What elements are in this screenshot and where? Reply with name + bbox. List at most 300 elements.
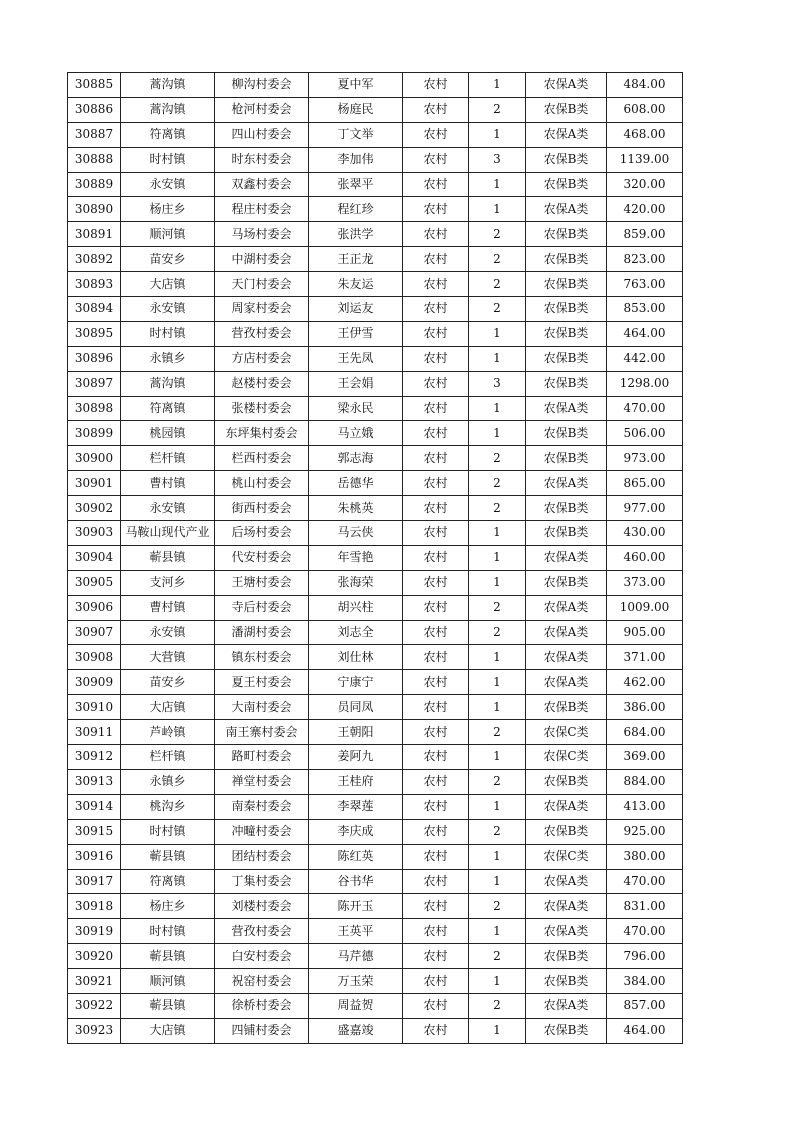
town-cell: 时村镇 — [121, 819, 215, 844]
amount-cell: 905.00 — [607, 620, 683, 645]
village-cell: 东坪集村委会 — [215, 421, 309, 446]
record-id-cell: 30912 — [68, 745, 121, 770]
insurance-type-cell: 农保A类 — [526, 73, 607, 98]
town-cell: 永安镇 — [121, 496, 215, 521]
insurance-type-cell: 农保A类 — [526, 993, 607, 1018]
insurance-type-cell: 农保A类 — [526, 645, 607, 670]
insurance-type-cell: 农保B类 — [526, 819, 607, 844]
table-row — [68, 545, 683, 570]
record-id-cell: 30906 — [68, 595, 121, 620]
table-row — [68, 321, 683, 346]
village-cell: 路町村委会 — [215, 745, 309, 770]
area-type-cell: 农村 — [403, 396, 469, 421]
town-cell: 顺河镇 — [121, 969, 215, 994]
amount-cell: 1298.00 — [607, 371, 683, 396]
town-cell: 顺河镇 — [121, 222, 215, 247]
record-id-cell: 30910 — [68, 695, 121, 720]
record-id-cell: 30888 — [68, 147, 121, 172]
record-id-cell: 30892 — [68, 247, 121, 272]
village-cell: 赵楼村委会 — [215, 371, 309, 396]
table-row — [68, 919, 683, 944]
table-row — [68, 371, 683, 396]
table-row — [68, 695, 683, 720]
table-row — [68, 222, 683, 247]
insurance-type-cell: 农保A类 — [526, 545, 607, 570]
table-row — [68, 894, 683, 919]
record-id-cell: 30899 — [68, 421, 121, 446]
insurance-type-cell: 农保B类 — [526, 297, 607, 322]
amount-cell: 865.00 — [607, 471, 683, 496]
household-count-cell: 1 — [469, 321, 526, 346]
table-row — [68, 122, 683, 147]
table-row — [68, 670, 683, 695]
village-cell: 栏西村委会 — [215, 446, 309, 471]
amount-cell: 925.00 — [607, 819, 683, 844]
village-cell: 王塘村委会 — [215, 570, 309, 595]
table-row — [68, 819, 683, 844]
person-name-cell: 马云侠 — [309, 521, 403, 546]
record-id-cell: 30893 — [68, 272, 121, 297]
person-name-cell: 刘运友 — [309, 297, 403, 322]
village-cell: 马场村委会 — [215, 222, 309, 247]
insurance-type-cell: 农保A类 — [526, 197, 607, 222]
amount-cell: 371.00 — [607, 645, 683, 670]
record-id-cell: 30905 — [68, 570, 121, 595]
record-id-cell: 30890 — [68, 197, 121, 222]
person-name-cell: 马芹德 — [309, 944, 403, 969]
amount-cell: 470.00 — [607, 869, 683, 894]
insurance-type-cell: 农保B类 — [526, 446, 607, 471]
town-cell: 马鞍山现代产业 — [121, 521, 215, 546]
person-name-cell: 张海荣 — [309, 570, 403, 595]
household-count-cell: 1 — [469, 645, 526, 670]
roster-table — [67, 72, 683, 1044]
household-count-cell: 1 — [469, 670, 526, 695]
town-cell: 永安镇 — [121, 172, 215, 197]
household-count-cell: 2 — [469, 222, 526, 247]
village-cell: 后场村委会 — [215, 521, 309, 546]
area-type-cell: 农村 — [403, 297, 469, 322]
record-id-cell: 30916 — [68, 844, 121, 869]
table-row — [68, 620, 683, 645]
person-name-cell: 王正龙 — [309, 247, 403, 272]
person-name-cell: 陈开玉 — [309, 894, 403, 919]
household-count-cell: 1 — [469, 570, 526, 595]
amount-cell: 831.00 — [607, 894, 683, 919]
table-row — [68, 471, 683, 496]
insurance-type-cell: 农保C类 — [526, 720, 607, 745]
town-cell: 蕲县镇 — [121, 545, 215, 570]
insurance-type-cell: 农保B类 — [526, 371, 607, 396]
table-row — [68, 346, 683, 371]
insurance-type-cell: 农保A类 — [526, 919, 607, 944]
village-cell: 张楼村委会 — [215, 396, 309, 421]
record-id-cell: 30891 — [68, 222, 121, 247]
village-cell: 周家村委会 — [215, 297, 309, 322]
town-cell: 曹村镇 — [121, 471, 215, 496]
area-type-cell: 农村 — [403, 346, 469, 371]
area-type-cell: 农村 — [403, 670, 469, 695]
record-id-cell: 30923 — [68, 1018, 121, 1043]
area-type-cell: 农村 — [403, 147, 469, 172]
insurance-type-cell: 农保B类 — [526, 97, 607, 122]
person-name-cell: 马立娥 — [309, 421, 403, 446]
town-cell: 大营镇 — [121, 645, 215, 670]
town-cell: 桃沟乡 — [121, 794, 215, 819]
amount-cell: 320.00 — [607, 172, 683, 197]
town-cell: 时村镇 — [121, 321, 215, 346]
amount-cell: 884.00 — [607, 769, 683, 794]
area-type-cell: 农村 — [403, 993, 469, 1018]
person-name-cell: 胡兴柱 — [309, 595, 403, 620]
village-cell: 丁集村委会 — [215, 869, 309, 894]
table-row — [68, 446, 683, 471]
amount-cell: 857.00 — [607, 993, 683, 1018]
household-count-cell: 1 — [469, 919, 526, 944]
table-row — [68, 720, 683, 745]
household-count-cell: 2 — [469, 769, 526, 794]
record-id-cell: 30898 — [68, 396, 121, 421]
insurance-type-cell: 农保B类 — [526, 172, 607, 197]
amount-cell: 973.00 — [607, 446, 683, 471]
area-type-cell: 农村 — [403, 421, 469, 446]
person-name-cell: 王先凤 — [309, 346, 403, 371]
village-cell: 四铺村委会 — [215, 1018, 309, 1043]
table-row — [68, 521, 683, 546]
area-type-cell: 农村 — [403, 321, 469, 346]
village-cell: 团结村委会 — [215, 844, 309, 869]
person-name-cell: 张翠平 — [309, 172, 403, 197]
insurance-type-cell: 农保B类 — [526, 944, 607, 969]
record-id-cell: 30921 — [68, 969, 121, 994]
record-id-cell: 30886 — [68, 97, 121, 122]
village-cell: 南王寨村委会 — [215, 720, 309, 745]
household-count-cell: 2 — [469, 944, 526, 969]
amount-cell: 859.00 — [607, 222, 683, 247]
village-cell: 街西村委会 — [215, 496, 309, 521]
town-cell: 支河乡 — [121, 570, 215, 595]
village-cell: 枪河村委会 — [215, 97, 309, 122]
town-cell: 蕲县镇 — [121, 944, 215, 969]
insurance-type-cell: 农保B类 — [526, 969, 607, 994]
area-type-cell: 农村 — [403, 844, 469, 869]
household-count-cell: 1 — [469, 695, 526, 720]
person-name-cell: 陈红英 — [309, 844, 403, 869]
amount-cell: 484.00 — [607, 73, 683, 98]
area-type-cell: 农村 — [403, 620, 469, 645]
amount-cell: 420.00 — [607, 197, 683, 222]
record-id-cell: 30907 — [68, 620, 121, 645]
household-count-cell: 2 — [469, 496, 526, 521]
table-row — [68, 421, 683, 446]
insurance-type-cell: 农保C类 — [526, 844, 607, 869]
household-count-cell: 2 — [469, 620, 526, 645]
household-count-cell: 1 — [469, 869, 526, 894]
amount-cell: 470.00 — [607, 396, 683, 421]
record-id-cell: 30913 — [68, 769, 121, 794]
person-name-cell: 丁文举 — [309, 122, 403, 147]
person-name-cell: 李庆成 — [309, 819, 403, 844]
area-type-cell: 农村 — [403, 1018, 469, 1043]
town-cell: 苗安乡 — [121, 247, 215, 272]
area-type-cell: 农村 — [403, 919, 469, 944]
insurance-type-cell: 农保A类 — [526, 869, 607, 894]
town-cell: 符离镇 — [121, 396, 215, 421]
village-cell: 冲疃村委会 — [215, 819, 309, 844]
insurance-type-cell: 农保B类 — [526, 1018, 607, 1043]
town-cell: 永镇乡 — [121, 769, 215, 794]
table-row — [68, 844, 683, 869]
area-type-cell: 农村 — [403, 969, 469, 994]
person-name-cell: 盛嘉竣 — [309, 1018, 403, 1043]
household-count-cell: 1 — [469, 844, 526, 869]
record-id-cell: 30917 — [68, 869, 121, 894]
amount-cell: 373.00 — [607, 570, 683, 595]
record-id-cell: 30914 — [68, 794, 121, 819]
household-count-cell: 1 — [469, 521, 526, 546]
town-cell: 大店镇 — [121, 1018, 215, 1043]
amount-cell: 413.00 — [607, 794, 683, 819]
household-count-cell: 1 — [469, 396, 526, 421]
village-cell: 徐桥村委会 — [215, 993, 309, 1018]
record-id-cell: 30918 — [68, 894, 121, 919]
area-type-cell: 农村 — [403, 745, 469, 770]
village-cell: 天门村委会 — [215, 272, 309, 297]
person-name-cell: 梁永民 — [309, 396, 403, 421]
amount-cell: 1139.00 — [607, 147, 683, 172]
area-type-cell: 农村 — [403, 496, 469, 521]
town-cell: 时村镇 — [121, 919, 215, 944]
town-cell: 大店镇 — [121, 272, 215, 297]
person-name-cell: 姜阿九 — [309, 745, 403, 770]
amount-cell: 763.00 — [607, 272, 683, 297]
amount-cell: 608.00 — [607, 97, 683, 122]
household-count-cell: 1 — [469, 969, 526, 994]
town-cell: 蒿沟镇 — [121, 73, 215, 98]
town-cell: 栏杆镇 — [121, 446, 215, 471]
area-type-cell: 农村 — [403, 869, 469, 894]
insurance-type-cell: 农保A类 — [526, 595, 607, 620]
person-name-cell: 朱桃英 — [309, 496, 403, 521]
household-count-cell: 3 — [469, 371, 526, 396]
area-type-cell: 农村 — [403, 570, 469, 595]
insurance-type-cell: 农保B类 — [526, 346, 607, 371]
household-count-cell: 2 — [469, 993, 526, 1018]
village-cell: 营孜村委会 — [215, 321, 309, 346]
insurance-type-cell: 农保A类 — [526, 396, 607, 421]
village-cell: 大南村委会 — [215, 695, 309, 720]
table-row — [68, 869, 683, 894]
town-cell: 蕲县镇 — [121, 844, 215, 869]
amount-cell: 977.00 — [607, 496, 683, 521]
person-name-cell: 杨庭民 — [309, 97, 403, 122]
area-type-cell: 农村 — [403, 73, 469, 98]
person-name-cell: 万玉荣 — [309, 969, 403, 994]
household-count-cell: 2 — [469, 97, 526, 122]
household-count-cell: 1 — [469, 197, 526, 222]
village-cell: 南秦村委会 — [215, 794, 309, 819]
insurance-type-cell: 农保B类 — [526, 247, 607, 272]
person-name-cell: 王桂府 — [309, 769, 403, 794]
insurance-type-cell: 农保B类 — [526, 769, 607, 794]
record-id-cell: 30897 — [68, 371, 121, 396]
record-id-cell: 30911 — [68, 720, 121, 745]
household-count-cell: 1 — [469, 545, 526, 570]
town-cell: 芦岭镇 — [121, 720, 215, 745]
household-count-cell: 1 — [469, 122, 526, 147]
record-id-cell: 30887 — [68, 122, 121, 147]
amount-cell: 853.00 — [607, 297, 683, 322]
person-name-cell: 朱友运 — [309, 272, 403, 297]
person-name-cell: 刘仕林 — [309, 645, 403, 670]
insurance-type-cell: 农保A类 — [526, 794, 607, 819]
amount-cell: 464.00 — [607, 321, 683, 346]
household-count-cell: 2 — [469, 471, 526, 496]
area-type-cell: 农村 — [403, 446, 469, 471]
record-id-cell: 30908 — [68, 645, 121, 670]
table-row — [68, 969, 683, 994]
village-cell: 柳沟村委会 — [215, 73, 309, 98]
household-count-cell: 1 — [469, 745, 526, 770]
amount-cell: 462.00 — [607, 670, 683, 695]
insurance-type-cell: 农保B类 — [526, 321, 607, 346]
area-type-cell: 农村 — [403, 695, 469, 720]
village-cell: 时东村委会 — [215, 147, 309, 172]
household-count-cell: 2 — [469, 297, 526, 322]
person-name-cell: 员同凤 — [309, 695, 403, 720]
table-row — [68, 794, 683, 819]
insurance-type-cell: 农保B类 — [526, 222, 607, 247]
person-name-cell: 刘志全 — [309, 620, 403, 645]
insurance-type-cell: 农保B类 — [526, 272, 607, 297]
household-count-cell: 2 — [469, 446, 526, 471]
person-name-cell: 王伊雪 — [309, 321, 403, 346]
person-name-cell: 王英平 — [309, 919, 403, 944]
household-count-cell: 1 — [469, 794, 526, 819]
table-row — [68, 993, 683, 1018]
record-id-cell: 30885 — [68, 73, 121, 98]
household-count-cell: 2 — [469, 595, 526, 620]
table-row — [68, 570, 683, 595]
record-id-cell: 30904 — [68, 545, 121, 570]
village-cell: 代安村委会 — [215, 545, 309, 570]
person-name-cell: 王朝阳 — [309, 720, 403, 745]
town-cell: 符离镇 — [121, 869, 215, 894]
amount-cell: 506.00 — [607, 421, 683, 446]
amount-cell: 823.00 — [607, 247, 683, 272]
village-cell: 寺后村委会 — [215, 595, 309, 620]
record-id-cell: 30903 — [68, 521, 121, 546]
town-cell: 栏杆镇 — [121, 745, 215, 770]
town-cell: 蒿沟镇 — [121, 97, 215, 122]
household-count-cell: 1 — [469, 1018, 526, 1043]
household-count-cell: 2 — [469, 819, 526, 844]
person-name-cell: 张洪学 — [309, 222, 403, 247]
amount-cell: 380.00 — [607, 844, 683, 869]
insurance-type-cell: 农保A类 — [526, 670, 607, 695]
area-type-cell: 农村 — [403, 471, 469, 496]
area-type-cell: 农村 — [403, 222, 469, 247]
insurance-type-cell: 农保B类 — [526, 496, 607, 521]
amount-cell: 1009.00 — [607, 595, 683, 620]
town-cell: 永安镇 — [121, 620, 215, 645]
record-id-cell: 30901 — [68, 471, 121, 496]
record-id-cell: 30889 — [68, 172, 121, 197]
household-count-cell: 2 — [469, 894, 526, 919]
amount-cell: 442.00 — [607, 346, 683, 371]
amount-cell: 464.00 — [607, 1018, 683, 1043]
person-name-cell: 程红珍 — [309, 197, 403, 222]
amount-cell: 684.00 — [607, 720, 683, 745]
record-id-cell: 30919 — [68, 919, 121, 944]
table-row — [68, 645, 683, 670]
area-type-cell: 农村 — [403, 595, 469, 620]
area-type-cell: 农村 — [403, 371, 469, 396]
insurance-type-cell: 农保A类 — [526, 471, 607, 496]
area-type-cell: 农村 — [403, 247, 469, 272]
table-row — [68, 496, 683, 521]
table-row — [68, 172, 683, 197]
household-count-cell: 2 — [469, 247, 526, 272]
area-type-cell: 农村 — [403, 769, 469, 794]
town-cell: 桃园镇 — [121, 421, 215, 446]
town-cell: 符离镇 — [121, 122, 215, 147]
village-cell: 刘楼村委会 — [215, 894, 309, 919]
area-type-cell: 农村 — [403, 894, 469, 919]
household-count-cell: 1 — [469, 421, 526, 446]
village-cell: 中湖村委会 — [215, 247, 309, 272]
person-name-cell: 李翠莲 — [309, 794, 403, 819]
amount-cell: 430.00 — [607, 521, 683, 546]
roster-table-body — [68, 73, 683, 1044]
household-count-cell: 3 — [469, 147, 526, 172]
village-cell: 营孜村委会 — [215, 919, 309, 944]
household-count-cell: 2 — [469, 272, 526, 297]
village-cell: 双鑫村委会 — [215, 172, 309, 197]
area-type-cell: 农村 — [403, 944, 469, 969]
insurance-type-cell: 农保A类 — [526, 894, 607, 919]
insurance-type-cell: 农保B类 — [526, 695, 607, 720]
table-row — [68, 297, 683, 322]
table-row — [68, 97, 683, 122]
town-cell: 蕲县镇 — [121, 993, 215, 1018]
town-cell: 杨庄乡 — [121, 894, 215, 919]
household-count-cell: 1 — [469, 172, 526, 197]
person-name-cell: 夏中军 — [309, 73, 403, 98]
village-cell: 四山村委会 — [215, 122, 309, 147]
household-count-cell: 2 — [469, 720, 526, 745]
amount-cell: 386.00 — [607, 695, 683, 720]
insurance-type-cell: 农保A类 — [526, 620, 607, 645]
person-name-cell: 王会娟 — [309, 371, 403, 396]
village-cell: 桃山村委会 — [215, 471, 309, 496]
amount-cell: 384.00 — [607, 969, 683, 994]
village-cell: 夏王村委会 — [215, 670, 309, 695]
area-type-cell: 农村 — [403, 819, 469, 844]
insurance-type-cell: 农保B类 — [526, 421, 607, 446]
town-cell: 蒿沟镇 — [121, 371, 215, 396]
table-row — [68, 197, 683, 222]
record-id-cell: 30920 — [68, 944, 121, 969]
insurance-type-cell: 农保B类 — [526, 147, 607, 172]
table-row — [68, 745, 683, 770]
town-cell: 苗安乡 — [121, 670, 215, 695]
town-cell: 永镇乡 — [121, 346, 215, 371]
village-cell: 禅堂村委会 — [215, 769, 309, 794]
household-count-cell: 1 — [469, 73, 526, 98]
person-name-cell: 谷书华 — [309, 869, 403, 894]
amount-cell: 796.00 — [607, 944, 683, 969]
